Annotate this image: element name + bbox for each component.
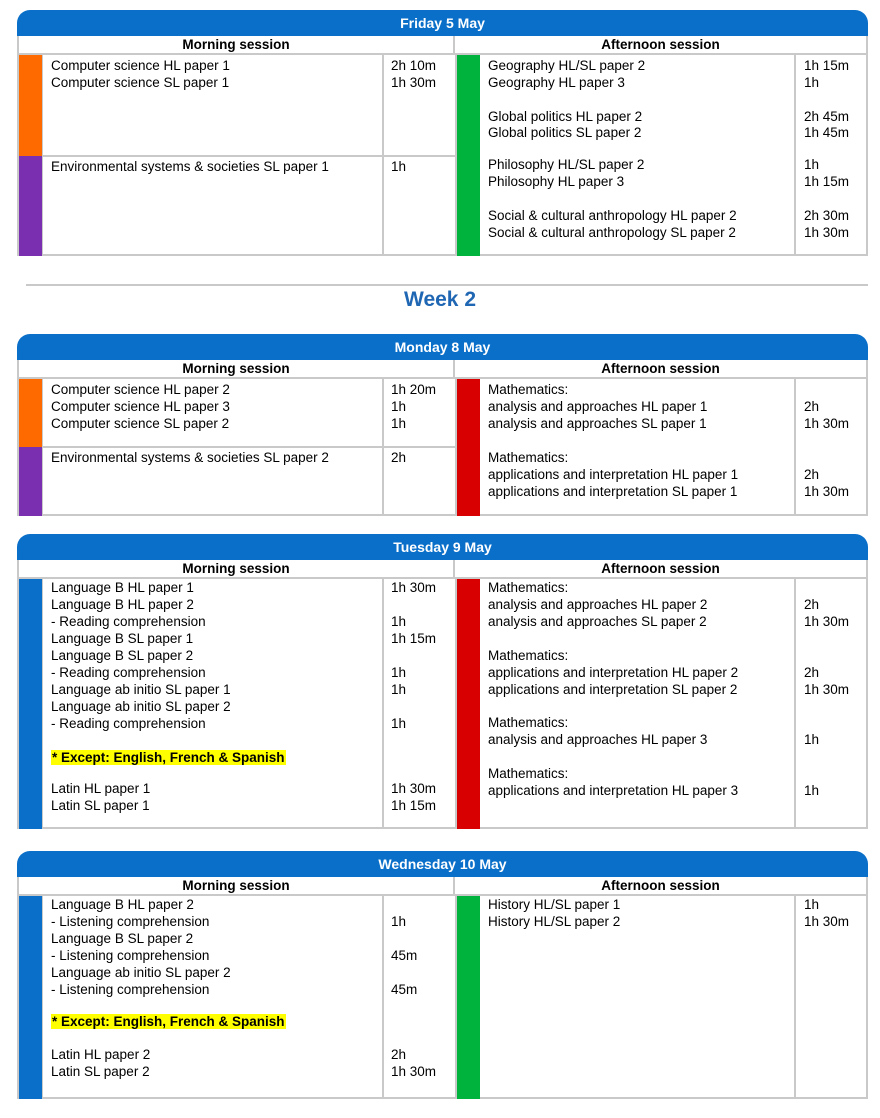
paper-label: Computer science SL paper 2 bbox=[51, 416, 230, 431]
row-divider bbox=[19, 446, 455, 448]
day-grid bbox=[17, 577, 868, 829]
paper-label: analysis and approaches SL paper 2 bbox=[488, 614, 707, 629]
exam-duration: 1h bbox=[804, 75, 820, 90]
exam-paper-name bbox=[488, 896, 620, 913]
exam-duration: 1h 15m bbox=[804, 58, 850, 73]
subject-group-color-bar bbox=[19, 579, 42, 829]
exam-duration: 2h 10m bbox=[391, 58, 437, 73]
exam-duration: 1h 15m bbox=[391, 798, 437, 813]
exam-paper-name bbox=[51, 664, 206, 681]
exam-paper-name bbox=[488, 714, 568, 731]
subject-group-color-bar bbox=[19, 447, 42, 516]
exam-duration: 2h bbox=[804, 399, 820, 414]
exam-paper-name bbox=[51, 1063, 150, 1080]
exam-duration: 1h 30m bbox=[804, 614, 850, 629]
exam-duration: 1h bbox=[804, 897, 820, 912]
paper-label: Language B HL paper 2 bbox=[51, 597, 194, 612]
paper-label: - Listening comprehension bbox=[51, 982, 210, 997]
exam-duration: 2h bbox=[804, 665, 820, 680]
column-divider bbox=[794, 55, 796, 254]
day-header: Monday 8 May bbox=[17, 334, 868, 360]
exam-duration: 2h bbox=[391, 450, 407, 465]
exam-paper-name bbox=[51, 1013, 286, 1030]
paper-label: applications and interpretation SL paper 2 bbox=[488, 682, 738, 697]
exam-paper-name bbox=[51, 1046, 150, 1063]
paper-label: Language B SL paper 2 bbox=[51, 931, 194, 946]
paper-label: Philosophy HL paper 3 bbox=[488, 174, 625, 189]
morning-session-label: Morning session bbox=[19, 36, 455, 53]
exam-duration: 1h bbox=[391, 716, 407, 731]
paper-label: Mathematics: bbox=[488, 382, 569, 397]
exam-paper-name bbox=[51, 415, 229, 432]
exam-paper-name bbox=[51, 780, 150, 797]
column-divider bbox=[794, 896, 796, 1097]
column-divider bbox=[794, 579, 796, 827]
morning-session-label: Morning session bbox=[19, 360, 455, 377]
paper-label: - Reading comprehension bbox=[51, 716, 206, 731]
paper-label: Mathematics: bbox=[488, 766, 569, 781]
exam-duration: 1h 30m bbox=[391, 580, 437, 595]
exam-paper-name bbox=[488, 57, 645, 74]
exam-duration: 2h bbox=[391, 1047, 407, 1062]
paper-label: Geography HL paper 3 bbox=[488, 75, 625, 90]
exam-paper-name bbox=[51, 797, 150, 814]
exam-paper-name bbox=[51, 579, 194, 596]
day-block bbox=[17, 10, 868, 256]
exam-duration: 2h bbox=[804, 467, 820, 482]
day-block bbox=[17, 851, 868, 1099]
paper-label: analysis and approaches SL paper 1 bbox=[488, 416, 707, 431]
paper-label: Latin SL paper 2 bbox=[51, 1064, 150, 1079]
subject-group-color-bar bbox=[457, 379, 480, 516]
exam-paper-name bbox=[488, 664, 738, 681]
column-divider bbox=[382, 896, 384, 1097]
exam-duration: 1h bbox=[804, 732, 820, 747]
exam-paper-name bbox=[51, 930, 193, 947]
afternoon-session-label: Afternoon session bbox=[601, 361, 720, 376]
afternoon-session-label: Afternoon session bbox=[601, 561, 720, 576]
exam-paper-name bbox=[51, 749, 286, 766]
paper-label: Latin HL paper 1 bbox=[51, 781, 151, 796]
day-grid bbox=[17, 377, 868, 516]
exam-paper-name bbox=[488, 124, 641, 141]
exam-paper-name bbox=[488, 782, 738, 799]
paper-label: Latin SL paper 1 bbox=[51, 798, 150, 813]
exam-duration: 1h bbox=[804, 783, 820, 798]
afternoon-session-label: Afternoon session bbox=[601, 878, 720, 893]
paper-label: Social & cultural anthropology HL paper 2 bbox=[488, 208, 737, 223]
exam-paper-name bbox=[51, 913, 209, 930]
exam-paper-name bbox=[488, 596, 707, 613]
exam-paper-name bbox=[51, 981, 209, 998]
exam-duration: 1h 20m bbox=[391, 382, 437, 397]
exam-duration: 1h 30m bbox=[391, 1064, 437, 1079]
exam-paper-name bbox=[51, 964, 231, 981]
exam-duration: 1h 30m bbox=[804, 225, 850, 240]
subject-group-color-bar bbox=[457, 579, 480, 829]
day-block bbox=[17, 534, 868, 829]
paper-label: analysis and approaches HL paper 2 bbox=[488, 597, 708, 612]
exam-duration: 1h 30m bbox=[391, 781, 437, 796]
exception-note: * Except: English, French & Spanish bbox=[52, 1014, 285, 1029]
exam-duration: 1h bbox=[391, 682, 407, 697]
day-header: Wednesday 10 May bbox=[17, 851, 868, 877]
paper-label: - Reading comprehension bbox=[51, 614, 206, 629]
paper-label: Language ab initio SL paper 2 bbox=[51, 965, 231, 980]
paper-label: - Listening comprehension bbox=[51, 948, 210, 963]
exam-duration: 1h bbox=[804, 157, 820, 172]
exam-duration: 1h 30m bbox=[804, 914, 850, 929]
exam-paper-name bbox=[51, 698, 231, 715]
subject-group-color-bar bbox=[457, 896, 480, 1099]
exam-duration: 1h bbox=[391, 159, 407, 174]
exam-paper-name bbox=[51, 381, 230, 398]
paper-label: History HL/SL paper 1 bbox=[488, 897, 621, 912]
exam-duration: 1h bbox=[391, 399, 407, 414]
exam-paper-name bbox=[488, 483, 737, 500]
session-header-row bbox=[17, 360, 868, 377]
paper-label: Computer science HL paper 2 bbox=[51, 382, 230, 397]
exam-duration: 1h 30m bbox=[391, 75, 437, 90]
exam-paper-name bbox=[488, 681, 737, 698]
paper-label: Language B SL paper 2 bbox=[51, 648, 194, 663]
subject-group-color-bar bbox=[19, 156, 42, 256]
paper-label: Global politics HL paper 2 bbox=[488, 109, 643, 124]
paper-label: applications and interpretation HL paper 3 bbox=[488, 783, 739, 798]
paper-label: applications and interpretation HL paper 2 bbox=[488, 665, 739, 680]
paper-label: Mathematics: bbox=[488, 450, 569, 465]
session-header-row bbox=[17, 36, 868, 53]
paper-label: Language ab initio SL paper 1 bbox=[51, 682, 231, 697]
exam-duration: 1h 30m bbox=[804, 682, 850, 697]
row-divider bbox=[19, 155, 455, 157]
day-grid bbox=[17, 894, 868, 1099]
week-title: Week 2 bbox=[404, 288, 476, 311]
exam-duration: 2h 45m bbox=[804, 109, 850, 124]
exam-paper-name bbox=[488, 449, 568, 466]
day-header: Friday 5 May bbox=[17, 10, 868, 36]
exam-paper-name bbox=[51, 630, 193, 647]
exam-duration: 1h 30m bbox=[804, 484, 850, 499]
afternoon-session-label: Afternoon session bbox=[601, 37, 720, 52]
exam-paper-name bbox=[488, 207, 737, 224]
exam-paper-name bbox=[488, 415, 707, 432]
exam-paper-name bbox=[488, 765, 568, 782]
exam-duration: 45m bbox=[391, 948, 418, 963]
paper-label: Computer science HL paper 1 bbox=[51, 58, 230, 73]
exam-paper-name bbox=[51, 57, 230, 74]
exam-duration: 1h bbox=[391, 614, 407, 629]
paper-label: Environmental systems & societies SL paper 2 bbox=[51, 450, 329, 465]
exam-paper-name bbox=[488, 613, 707, 630]
paper-label: Language ab initio SL paper 2 bbox=[51, 699, 231, 714]
exam-paper-name bbox=[488, 398, 707, 415]
paper-label: Social & cultural anthropology SL paper 2 bbox=[488, 225, 736, 240]
exam-paper-name bbox=[51, 715, 206, 732]
exam-duration: 1h bbox=[391, 416, 407, 431]
exam-paper-name bbox=[488, 74, 625, 91]
paper-label: Language B HL paper 2 bbox=[51, 897, 194, 912]
day-grid bbox=[17, 53, 868, 256]
paper-label: Mathematics: bbox=[488, 648, 569, 663]
exam-duration: 1h 30m bbox=[804, 416, 850, 431]
paper-label: History HL/SL paper 2 bbox=[488, 914, 621, 929]
exam-paper-name bbox=[488, 647, 568, 664]
paper-label: Latin HL paper 2 bbox=[51, 1047, 151, 1062]
session-header-row bbox=[17, 877, 868, 894]
exam-duration: 1h 45m bbox=[804, 125, 850, 140]
exam-paper-name bbox=[488, 466, 738, 483]
morning-session-label: Morning session bbox=[19, 560, 455, 577]
exam-paper-name bbox=[51, 613, 206, 630]
paper-label: Geography HL/SL paper 2 bbox=[488, 58, 646, 73]
exam-paper-name bbox=[488, 108, 642, 125]
exam-paper-name bbox=[488, 224, 736, 241]
exam-paper-name bbox=[51, 681, 231, 698]
week-divider bbox=[26, 284, 868, 286]
paper-label: Language B HL paper 1 bbox=[51, 580, 194, 595]
exam-duration: 45m bbox=[391, 982, 418, 997]
exam-paper-name bbox=[51, 896, 194, 913]
exam-duration: 2h bbox=[804, 597, 820, 612]
subject-group-color-bar bbox=[19, 896, 42, 1099]
paper-label: Mathematics: bbox=[488, 580, 569, 595]
day-block bbox=[17, 334, 868, 516]
subject-group-color-bar bbox=[19, 379, 42, 447]
exam-paper-name bbox=[51, 449, 329, 466]
subject-group-color-bar bbox=[19, 55, 42, 156]
paper-label: Computer science HL paper 3 bbox=[51, 399, 230, 414]
exception-note: * Except: English, French & Spanish bbox=[52, 750, 285, 765]
paper-label: - Reading comprehension bbox=[51, 665, 206, 680]
exam-paper-name bbox=[51, 398, 230, 415]
column-divider bbox=[382, 579, 384, 827]
exam-duration: 1h bbox=[391, 914, 407, 929]
exam-paper-name bbox=[51, 647, 193, 664]
paper-label: Environmental systems & societies SL paper 1 bbox=[51, 159, 329, 174]
exam-paper-name bbox=[51, 74, 229, 91]
exam-duration: 1h bbox=[391, 665, 407, 680]
paper-label: Global politics SL paper 2 bbox=[488, 125, 642, 140]
paper-label: applications and interpretation SL paper 1 bbox=[488, 484, 738, 499]
exam-paper-name bbox=[51, 947, 209, 964]
paper-label: analysis and approaches HL paper 3 bbox=[488, 732, 708, 747]
exam-paper-name bbox=[488, 913, 620, 930]
subject-group-color-bar bbox=[457, 55, 480, 256]
exam-paper-name bbox=[51, 158, 329, 175]
exam-paper-name bbox=[488, 173, 624, 190]
paper-label: Mathematics: bbox=[488, 715, 569, 730]
exam-duration: 2h 30m bbox=[804, 208, 850, 223]
day-header: Tuesday 9 May bbox=[17, 534, 868, 560]
paper-label: - Listening comprehension bbox=[51, 914, 210, 929]
exam-paper-name bbox=[488, 156, 644, 173]
paper-label: Language B SL paper 1 bbox=[51, 631, 194, 646]
paper-label: Computer science SL paper 1 bbox=[51, 75, 230, 90]
morning-session-label: Morning session bbox=[19, 877, 455, 894]
exam-duration: 1h 15m bbox=[804, 174, 850, 189]
paper-label: analysis and approaches HL paper 1 bbox=[488, 399, 708, 414]
paper-label: Philosophy HL/SL paper 2 bbox=[488, 157, 645, 172]
paper-label: applications and interpretation HL paper 1 bbox=[488, 467, 739, 482]
exam-duration: 1h 15m bbox=[391, 631, 437, 646]
exam-paper-name bbox=[51, 596, 194, 613]
exam-paper-name bbox=[488, 381, 568, 398]
column-divider bbox=[794, 379, 796, 514]
exam-paper-name bbox=[488, 731, 707, 748]
session-header-row bbox=[17, 560, 868, 577]
exam-paper-name bbox=[488, 579, 568, 596]
